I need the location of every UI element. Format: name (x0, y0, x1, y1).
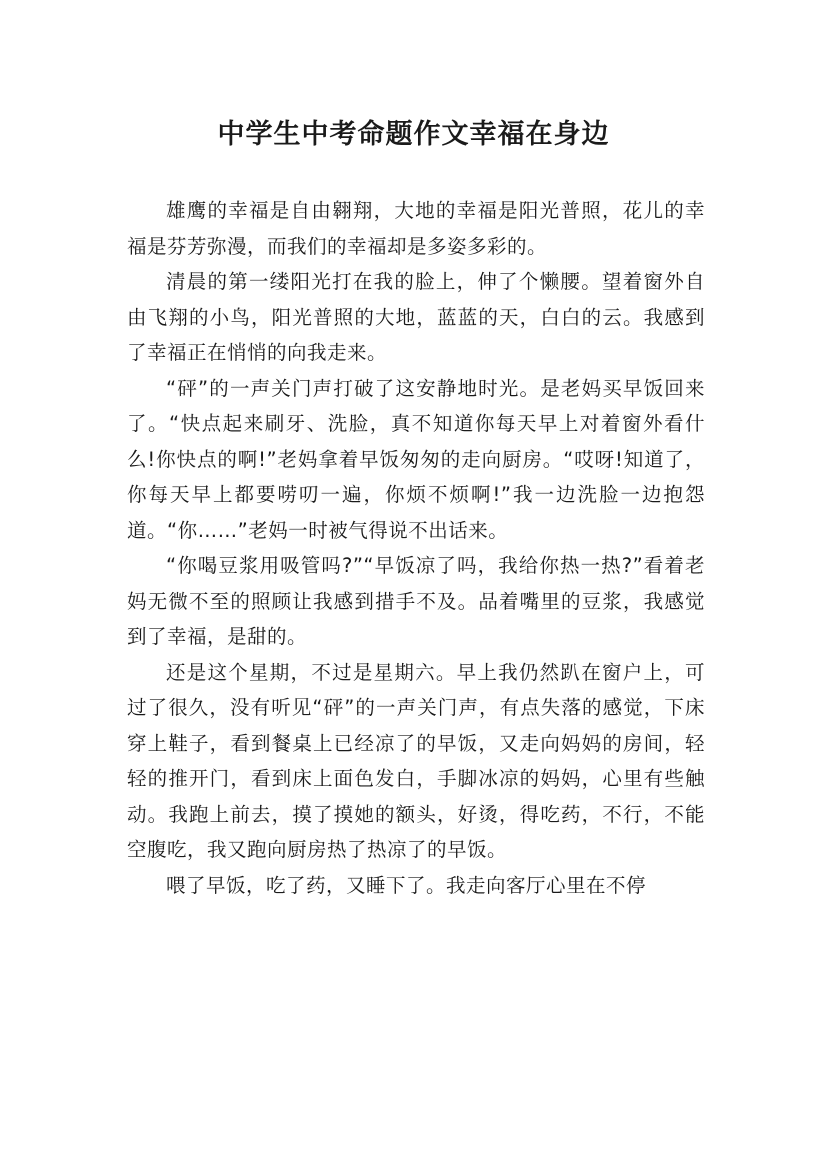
paragraph: 喂了早饭，吃了药，又睡下了。我走向客厅心里在不停 (166, 873, 647, 897)
document-title: 中学生中考命题作文幸福在身边 (217, 119, 610, 151)
paragraph: “你喝豆浆用吸管吗?”“早饭凉了吗，我给你热一热?”看着老妈无微不至的照顾让我感到措手不及。品着嘴里的豆浆，我感觉到了幸福，是甜的。 (127, 554, 705, 648)
paragraph: 清晨的第一缕阳光打在我的脸上，伸了个懒腰。望着窗外自由飞翔的小鸟，阳光普照的大地，蓝蓝的天，白白的云。我感到了幸福正在悄悄的向我走来。 (127, 270, 705, 364)
document-body (127, 193, 705, 903)
paragraph: 雄鹰的幸福是自由翱翔，大地的幸福是阳光普照，花儿的幸福是芬芳弥漫，而我们的幸福却是多姿多彩的。 (127, 199, 705, 258)
paragraph: “砰”的一声关门声打破了这安静地时光。是老妈买早饭回来了。“快点起来刷牙、洗脸，真不知道你每天早上对着窗外看什么!你快点的啊!”老妈拿着早饭匆匆的走向厨房。“哎呀!知道了，你每天早上都要唠叨一遍，你烦不烦啊!”我一边洗脸一边抱怨道。“你……”老妈一时被气得说不出话来。 (127, 376, 705, 542)
paragraph: 还是这个星期，不过是星期六。早上我仍然趴在窗户上，可过了很久，没有听见“砰”的一声关门声，有点失落的感觉，下床穿上鞋子，看到餐桌上已经凉了的早饭，又走向妈妈的房间，轻轻的推开门，看到床上面色发白，手脚冰凉的妈妈，心里有些触动。我跑上前去，摸了摸她的额头，好烫，得吃药，不行，不能空腹吃，我又跑向厨房热了热凉了的早饭。 (127, 660, 705, 861)
